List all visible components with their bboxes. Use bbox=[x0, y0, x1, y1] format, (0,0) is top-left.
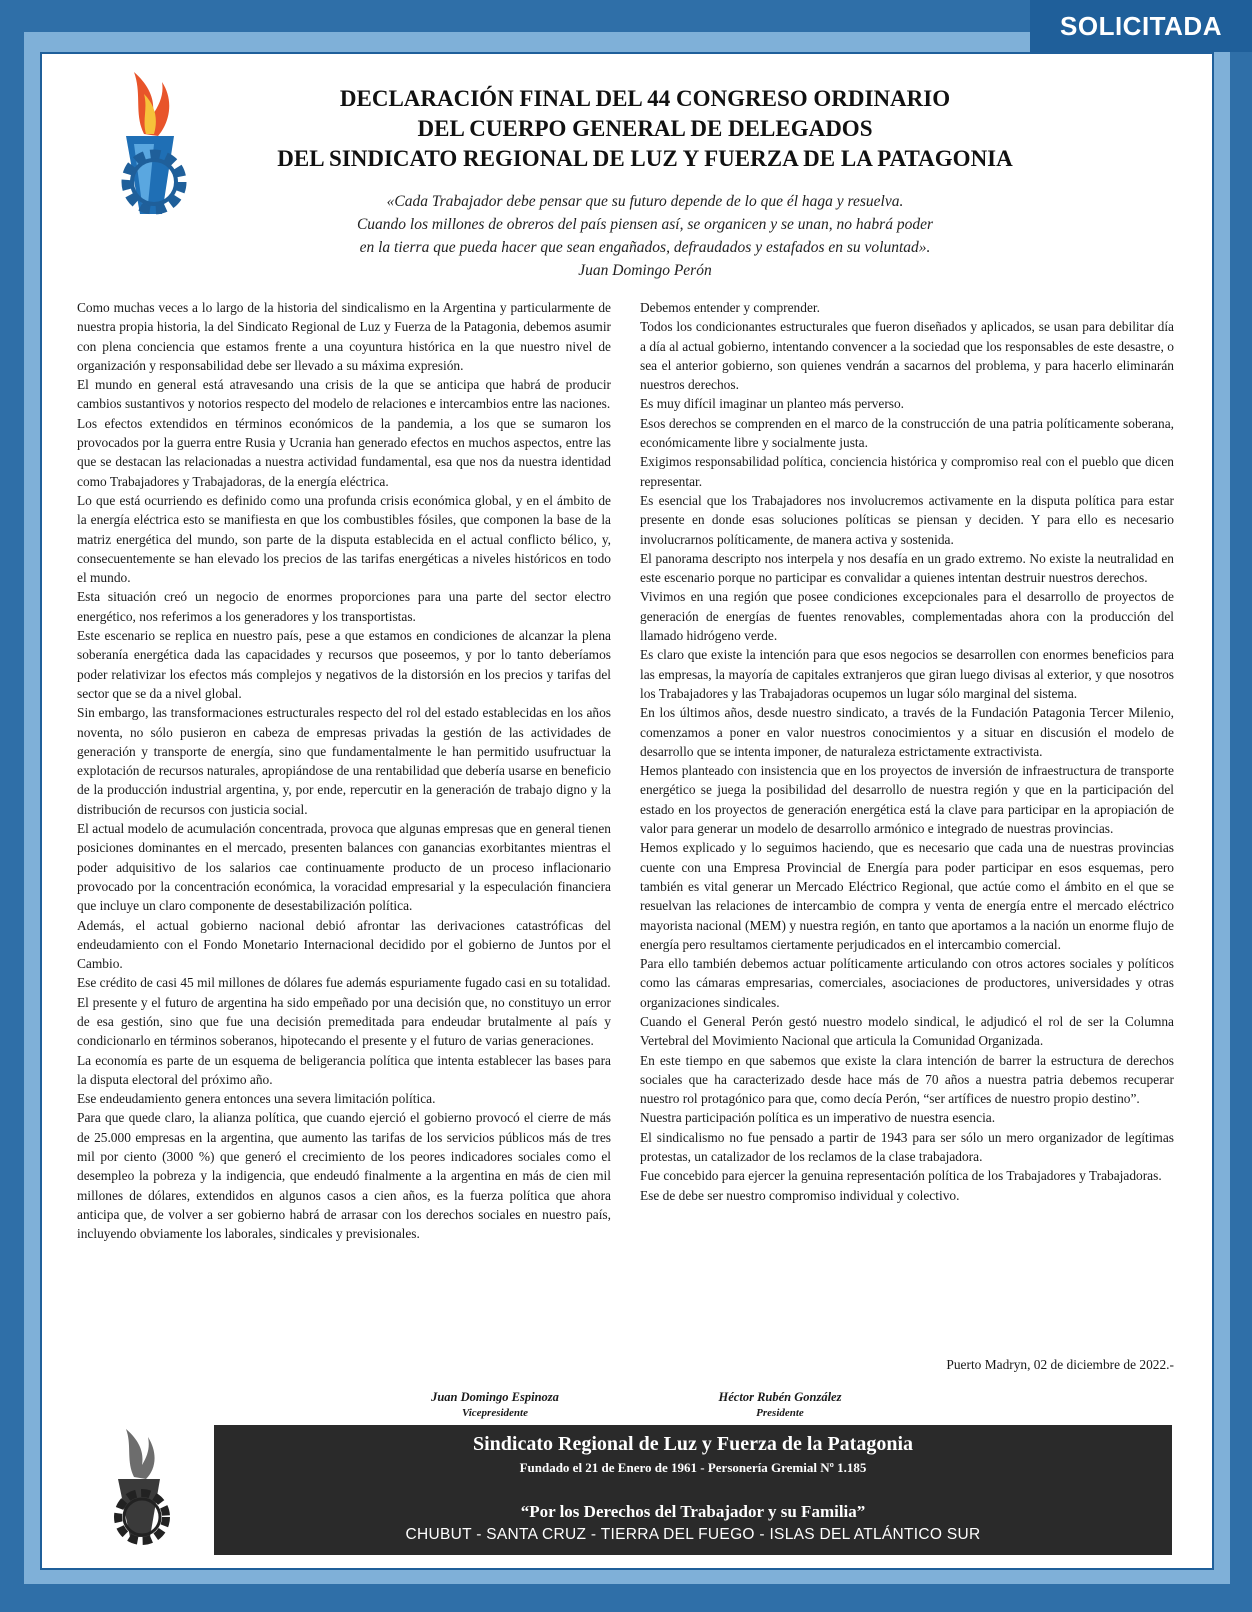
signature-name: Héctor Rubén González bbox=[718, 1390, 842, 1404]
paragraph: El sindicalismo no fue pensado a partir de 1943 para ser sólo un mero organizador de legítimas protestas, un catalizador de los reclamos de la clase trabajadora. bbox=[640, 1129, 1174, 1165]
signature-president bbox=[680, 1389, 880, 1421]
paragraph: Hemos explicado y lo seguimos haciendo, que es necesario que cada una de nuestras provincias cuente con una Empresa Provincial de Energía para poder participar en esos esquemas, pero también es vital generar un Mercado Eléctrico Regional, que actúe como el ámbito en el que se resuelvan las relaciones de intercambio de compra y venta de energía entre el mercado eléctrico mayorista nacional (MEM) y nuestra región, en tanto que aportamos a la nación un enorme flujo de energía pero resultamos ciertamente perjudicados en el intercambio comercial. bbox=[640, 840, 1174, 952]
paragraph: Como muchas veces a lo largo de la historia del sindicalismo en la Argentina y particularmente de nuestra propia historia, la del Sindicato Regional de Luz y Fuerza de la Patagonia, debemos asumir con plena conciencia que estamos frente a una coyuntura histórica en la que nuestro nivel de organización y responsabilidad debe ser llevado a su máxima expresión. bbox=[77, 300, 611, 373]
paragraph: El mundo en general está atravesando una crisis de la que se anticipa que habrá de producir cambios sustantivos y notorios respecto del modelo de relaciones e intercambios entre las naciones. bbox=[77, 377, 611, 412]
union-founded: Fundado el 21 de Enero de 1961 - Personería Gremial Nº 1.185 bbox=[519, 1460, 867, 1475]
declaration-title bbox=[180, 84, 1110, 174]
paragraph: Debemos entender y comprender. bbox=[640, 300, 820, 315]
paragraph: El actual modelo de acumulación concentrada, provoca que algunas empresas que en general tienen posiciones dominantes en el mercado, presenten balances con ganancias exorbitantes mientras el poder adquisitivo de los salarios cae continuamente producto de un proceso inflacionario provocado por la concentración económica, la voracidad empresarial y la especulación financiera que incluye un claro componente de desestabilización política. bbox=[77, 821, 611, 914]
title-line-2: DEL CUERPO GENERAL DE DELEGADOS bbox=[417, 116, 873, 141]
title-line-3: DEL SINDICATO REGIONAL DE LUZ Y FUERZA DE LA PATAGONIA bbox=[277, 146, 1013, 171]
paragraph: El presente y el futuro de argentina ha sido empeñado por una decisión que, no constituyo un error de esa gestión, sino que fue una decisión premeditada para endeudar brutalmente al país y condicionarlo en términos soberanos, hipotecando el presente y el futuro de varias generaciones. bbox=[77, 994, 611, 1049]
paragraph: Ese de debe ser nuestro compromiso individual y colectivo. bbox=[640, 1187, 960, 1203]
paragraph: El panorama descripto nos interpela y nos desafía en un grado extremo. No existe la neutralidad en este escenario porque no participar es convalidar a quienes intentan destruir nuestros derechos. bbox=[640, 550, 1174, 586]
paragraph: Ese endeudamiento genera entonces una severa limitación política. bbox=[77, 1091, 436, 1107]
torch-gear-logo-icon bbox=[100, 1425, 180, 1555]
union-name: Sindicato Regional de Luz y Fuerza de la Patagonia bbox=[473, 1433, 913, 1455]
paragraph: Cuando el General Perón gestó nuestro modelo sindical, le adjudicó el rol de ser la Columna Vertebral del Movimiento Nacional que articula la Comunidad Organizada. bbox=[640, 1013, 1174, 1049]
paragraph: Hemos planteado con insistencia que en los proyectos de inversión de infraestructura de transporte energético se juega la posibilidad del desarrollo de nuestra región y que en la participación del estado en los proyectos de generación energética está la clave para participar en la apropiación de valor para generar un modelo de desarrollo armónico e integrado de nuestras provincias. bbox=[640, 763, 1174, 837]
paragraph: Vivimos en una región que posee condiciones excepcionales para el desarrollo de proyectos de generación de energías de fuentes renovables, complementadas ahora con la producción del llamado hidrógeno verde. bbox=[640, 589, 1174, 644]
signature-role: Vicepresidente bbox=[462, 1407, 528, 1419]
paragraph: Este escenario se replica en nuestro país, pese a que estamos en condiciones de alcanzar la plena soberanía energética dada las capacidades y recursos que poseemos, y por lo tanto deberíamos poder relativizar los efectos más complejos y negativos de la distorsión en los precios y tarifas del sector que se da a nivel global. bbox=[77, 628, 611, 701]
paragraph: Para que quede claro, la alianza política, que cuando ejerció el gobierno provocó el cierre de más de 25.000 empresas en la argentina, que aumento las tarifas de los servicios públicos más de tres mil por ciento (3000 %) que generó el crecimiento de los peores indicadores sociales como el desempleo la pobreza y la indigencia, que endeudó finalmente a la argentina en más de cien mil millones de dólares, extendidos en algunos casos a cien años, es la fuerza política que ahora anticipa que, de volver a ser gobierno habrá de arrasar con los derechos sociales en nuestro país, incluyendo obviamente los laborales, sindicales y previsionales. bbox=[77, 1110, 611, 1242]
signature-role: Presidente bbox=[756, 1407, 804, 1419]
quote-line-3: en la tierra que pueda hacer que sean engañados, defraudados y estafados en su voluntad». bbox=[359, 239, 931, 256]
union-regions: CHUBUT - SANTA CRUZ - TIERRA DEL FUEGO - ISLAS DEL ATLÁNTICO SUR bbox=[405, 1526, 981, 1543]
paragraph: Todos los condicionantes estructurales que fueron diseñados y aplicados, se usan para debilitar día a día al actual gobierno, intentando convencer a la sociedad que los responsables de este desastre, o sea el anterior gobierno, son quienes vendrán a sacarnos del problema, y para hacerlo eliminarán nuestros derechos. bbox=[640, 319, 1174, 393]
paragraph: Es esencial que los Trabajadores nos involucremos activamente en la disputa política para estar presente en donde esas soluciones políticas se piensan y deciden. Y para ello es necesario involucrarnos políticamente, de manera activa y sostenida. bbox=[640, 492, 1174, 547]
quote-line-2: Cuando los millones de obreros del país piensen así, se organicen y se unan, no habrá poder bbox=[356, 216, 934, 233]
peron-quote bbox=[180, 190, 1110, 282]
paragraph: Nuestra participación política es un imperativo de nuestra esencia. bbox=[640, 1110, 996, 1126]
paragraph: Es claro que existe la intención para que esos negocios se desarrollen con enormes beneficios para las empresas, la mayoría de capitales extranjeros que giran luego divisas al exterior, y que nosotros los Trabajadores y las Trabajadoras ocupemos un lugar sólo marginal del sistema. bbox=[640, 647, 1174, 701]
paragraph: La economía es parte de un esquema de beligerancia política que intenta establecer las bases para la disputa electoral del próximo año. bbox=[77, 1052, 611, 1087]
paragraph: En este tiempo en que sabemos que existe la clara intención de barrer la estructura de derechos sociales que ha caracterizado desde hace más de 70 años a nuestra patria debemos recuperar nuestro rol protagónico para que, como decía Perón, “ser artífices de nuestro propio destino”. bbox=[640, 1052, 1174, 1107]
body-column-left bbox=[77, 298, 611, 1244]
paragraph: Sin embargo, las transformaciones estructurales respecto del rol del estado establecidas en los años noventa, no sólo pusieron en cabeza de empresas privadas la gestión de las actividades de generación y transporte de energía, sino que fundamentalmente le han permitido usufructuar la explotación de recursos naturales, apropiándose de una rentabilidad que debería usarse en beneficio de la producción industrial argentina, y, por ende, repercutir en la generación de trabajo digno y la distribución de recursos con justicia social. bbox=[77, 705, 611, 817]
signature-name: Juan Domingo Espinoza bbox=[431, 1390, 559, 1404]
paragraph: Para ello también debemos actuar políticamente articulando con otros actores sociales y políticos como las cámaras empresarias, comerciales, asociaciones de productores, universidades y otras organizaciones sindicales. bbox=[640, 956, 1174, 1010]
title-line-1: DECLARACIÓN FINAL DEL 44 CONGRESO ORDINARIO bbox=[339, 86, 951, 111]
paragraph: Ese crédito de casi 45 mil millones de dólares fue además espuriamente fugado casi en su totalidad. bbox=[77, 975, 611, 991]
paragraph: Fue concebido para ejercer la genuina representación política de los Trabajadores y Trabajadoras. bbox=[640, 1168, 1162, 1184]
paragraph: Exigimos responsabilidad política, conciencia histórica y compromiso real con el pueblo que dicen representar. bbox=[640, 454, 1174, 489]
quote-line-1: «Cada Trabajador debe pensar que su futuro depende de lo que él haga y resuelva. bbox=[386, 193, 904, 210]
paragraph: Es muy difícil imaginar un planteo más perverso. bbox=[640, 396, 905, 412]
union-footer bbox=[214, 1425, 1172, 1555]
solicitada-banner: SOLICITADA bbox=[1030, 0, 1252, 52]
quote-author: Juan Domingo Perón bbox=[578, 262, 712, 279]
paragraph: Además, el actual gobierno nacional debió afrontar las derivaciones catastróficas del endeudamiento con el Fondo Monetario Internacional decidido por el gobierno de Juntos por el Cambio. bbox=[77, 917, 611, 972]
paragraph: En los últimos años, desde nuestro sindicato, a través de la Fundación Patagonia Tercer Milenio, comenzamos a poner en valor nuestros conocimientos y a situar en discusión el modelo de desarrollo que se intenta imponer, de naturaleza estrictamente extractivista. bbox=[640, 705, 1174, 759]
signature-vicepresident bbox=[395, 1389, 595, 1421]
paragraph: Lo que está ocurriendo es definido como una profunda crisis económica global, y en el ámbito de la energía eléctrica esto se manifiesta en que los combustibles fósiles, que componen la base de la matriz energética del mundo, son parte de la disputa establecida en el actual conflicto bélico, y, consecuentemente se han elevado los precios de las tarifas energéticas a niveles históricos en todo el mundo. bbox=[77, 492, 611, 586]
paragraph: Esta situación creó un negocio de enormes proporciones para una parte del sector electro energético, nos referimos a los generadores y los transportistas. bbox=[77, 589, 611, 624]
union-motto: “Por los Derechos del Trabajador y su Familia” bbox=[520, 1502, 866, 1521]
place-date: Puerto Madryn, 02 de diciembre de 2022.- bbox=[946, 1357, 1174, 1372]
paragraph: Los efectos extendidos en términos económicos de la pandemia, a los que se sumaron los provocados por la guerra entre Rusia y Ucrania han generado efectos en muchos aspectos, entre las que se destacan las relacionadas a nuestra actividad fundamental, esa que nos da nuestra identidad como Trabajadores y Trabajadoras, de la energía eléctrica. bbox=[77, 415, 611, 489]
paragraph: Esos derechos se comprenden en el marco de la construcción de una patria políticamente soberana, económicamente libre y socialmente justa. bbox=[640, 415, 1174, 451]
body-column-right bbox=[640, 298, 1174, 1205]
